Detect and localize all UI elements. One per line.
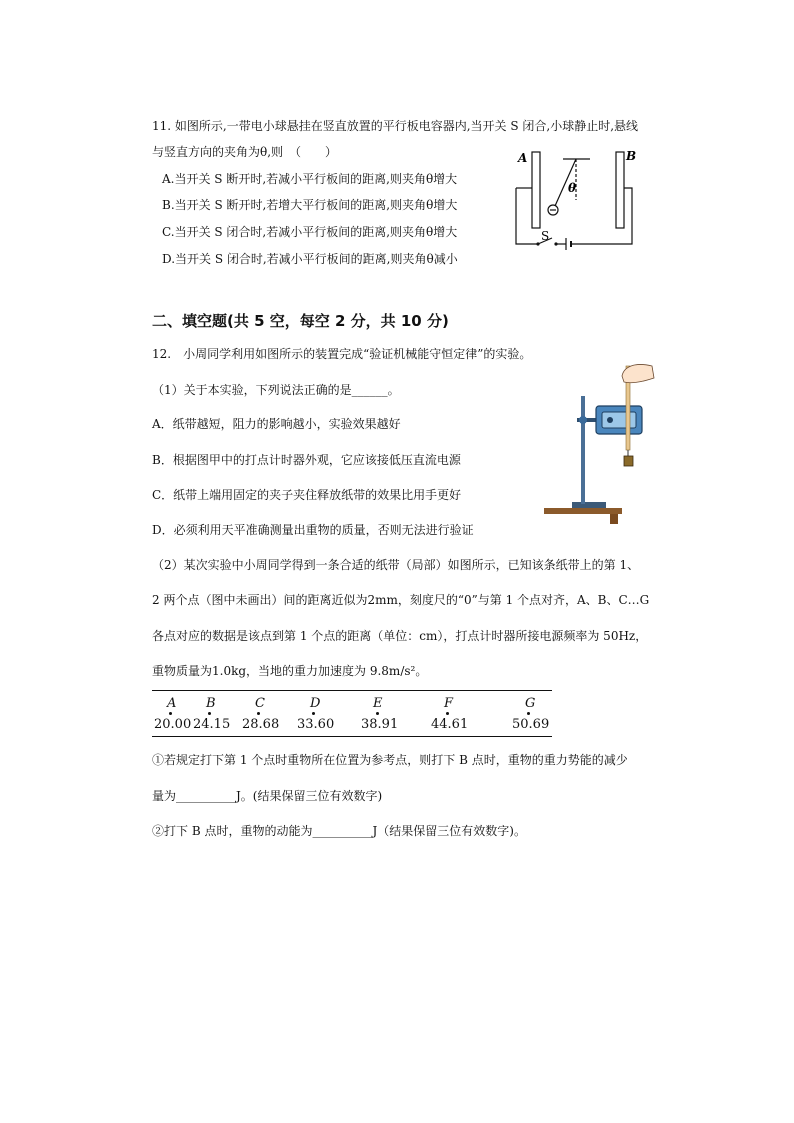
stand-base: [572, 502, 606, 508]
paper-tape-figure: [152, 690, 552, 738]
tape-label-d: D: [310, 696, 321, 711]
q11-option-a: A.当开关 S 断开时,若减小平行板间的距离,则夹角θ增大: [162, 172, 458, 186]
switch-contact-right: [554, 242, 557, 245]
label-theta: θ: [568, 181, 577, 195]
q12-option-c: C．纸带上端用固定的夹子夹住释放纸带的效果比用手更好: [152, 488, 462, 502]
tape-label-a: A: [167, 696, 177, 711]
tape-bottom-edge: [152, 736, 552, 737]
label-switch: S: [541, 229, 550, 243]
apparatus-figure: [544, 358, 656, 524]
tape-dot-c: [257, 712, 260, 715]
tape-dot-g: [527, 712, 530, 715]
wire-left: [516, 188, 538, 244]
tape-dot-b: [208, 712, 211, 715]
label-b: B: [626, 149, 637, 163]
tape-label-c: C: [255, 696, 265, 711]
tape-value-e: 38.91: [361, 717, 399, 732]
q12-part2-line1: （2）某次实验中小周同学得到一条合适的纸带（局部）如图所示，已知该条纸带上的第 1、: [152, 558, 640, 572]
q12-sub1-line2: 量为__________J。(结果保留三位有效数字): [152, 789, 383, 803]
switch-contact-left: [536, 242, 539, 245]
q12-option-a: A．纸带越短，阻力的影响越小，实验效果越好: [152, 417, 401, 431]
tape-value-a: 20.00: [154, 717, 192, 732]
tape-label-f: F: [444, 696, 454, 711]
clamp-knob: [579, 416, 587, 424]
section-heading: 二、填空题(共 5 空，每空 2 分，共 10 分): [152, 312, 449, 330]
plate-a: [532, 152, 540, 228]
tape-value-d: 33.60: [297, 717, 335, 732]
tape-label-g: G: [525, 696, 536, 711]
plate-b: [616, 152, 624, 228]
wire-right: [571, 188, 632, 244]
q11-stem-line2: 与竖直方向的夹角为θ,则 （ ）: [152, 145, 338, 159]
q12-part2-line2: 2 两个点（图中未画出）间的距离近似为2mm，刻度尺的“0”与第 1 个点对齐，A、B、C…G: [152, 593, 650, 607]
tape-dot-a: [169, 712, 172, 715]
stand-rod: [581, 396, 585, 504]
q12-stem: 12. 小周同学利用如图所示的装置完成“验证机械能守恒定律”的实验。: [152, 347, 532, 361]
weight-block: [624, 456, 633, 466]
q12-sub2: ②打下 B 点时，重物的动能为__________J（结果保留三位有效数字)。: [152, 824, 526, 838]
label-a: A: [518, 151, 528, 165]
tape-value-b: 24.15: [193, 717, 231, 732]
tape-dot-e: [376, 712, 379, 715]
table-leg: [610, 514, 618, 524]
q11-option-d: D.当开关 S 闭合时,若减小平行板间的距离,则夹角θ减小: [162, 252, 458, 266]
tape-value-c: 28.68: [242, 717, 280, 732]
tape-dot-d: [312, 712, 315, 715]
tape-value-g: 50.69: [512, 717, 550, 732]
tape-top-edge: [152, 690, 552, 691]
tape-value-f: 44.61: [431, 717, 469, 732]
q11-stem-line1: 11. 如图所示,一带电小球悬挂在竖直放置的平行板电容器内,当开关 S 闭合,小球静止时,悬线: [152, 119, 639, 133]
tape-label-e: E: [373, 696, 383, 711]
tape-label-b: B: [206, 696, 216, 711]
q11-option-c: C.当开关 S 闭合时,若减小平行板间的距离,则夹角θ增大: [162, 225, 458, 239]
timer-terminal: [607, 417, 613, 423]
q12-option-d: D．必须利用天平准确测量出重物的质量，否则无法进行验证: [152, 523, 474, 537]
table-top: [544, 508, 622, 514]
q12-part2-line3: 各点对应的数据是该点到第 1 个点的距离（单位：cm），打点计时器所接电源频率为 50Hz，: [152, 629, 648, 643]
tape-dot-f: [446, 712, 449, 715]
q12-part2-line4: 重物质量为1.0kg，当地的重力加速度为 9.8m/s²。: [152, 664, 428, 678]
q12-option-b: B．根据图甲中的打点计时器外观，它应该接低压直流电源: [152, 453, 461, 467]
q11-option-b: B.当开关 S 断开时,若增大平行板间的距离,则夹角θ增大: [162, 198, 458, 212]
q12-sub1-line1: ①若规定打下第 1 个点时重物所在位置为参考点，则打下 B 点时，重物的重力势能的减少: [152, 753, 628, 767]
capacitor-figure: [508, 148, 640, 254]
q12-part1: （1）关于本实验，下列说法正确的是______。: [152, 383, 400, 397]
